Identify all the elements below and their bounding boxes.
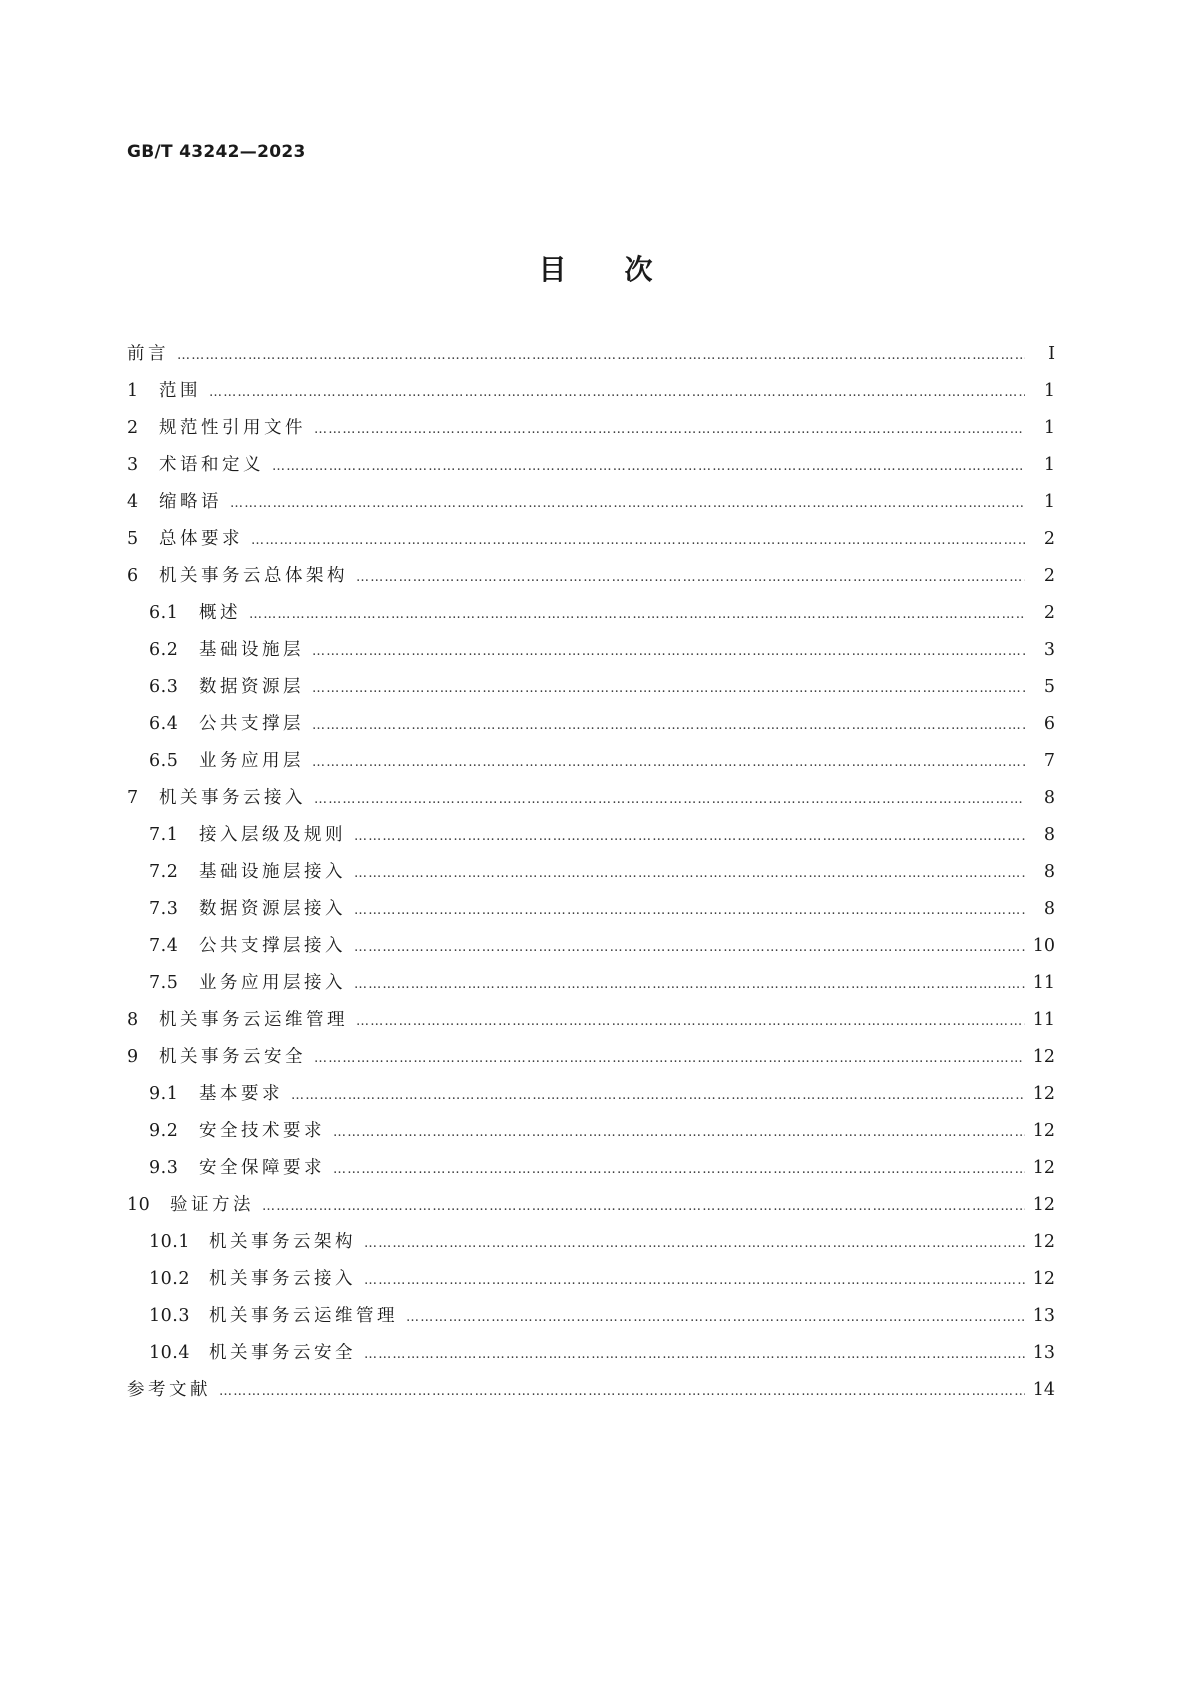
toc-entry-number: 1 bbox=[127, 381, 139, 401]
toc-dot-leader bbox=[312, 644, 1025, 659]
toc-dot-leader bbox=[312, 718, 1025, 733]
toc-entry-title: 基础设施层 bbox=[199, 640, 304, 660]
toc-entry-page-number: 5 bbox=[1043, 677, 1055, 697]
toc-entry[interactable] bbox=[127, 1228, 1055, 1265]
toc-dot-leader bbox=[251, 533, 1025, 548]
toc-entry-title: 机关事务云安全 bbox=[159, 1047, 306, 1067]
toc-entry-title: 规范性引用文件 bbox=[159, 418, 306, 438]
toc-entry-page-number: 2 bbox=[1043, 566, 1055, 586]
toc-entry-number: 7 bbox=[127, 788, 139, 808]
toc-dot-leader bbox=[354, 903, 1025, 918]
toc-entry[interactable] bbox=[127, 1080, 1055, 1117]
toc-entry-title: 机关事务云接入 bbox=[159, 788, 306, 808]
toc-entry-title: 机关事务云运维管理 bbox=[159, 1010, 348, 1030]
toc-entry-title: 机关事务云运维管理 bbox=[209, 1306, 398, 1326]
toc-entry[interactable] bbox=[127, 1117, 1055, 1154]
toc-dot-leader bbox=[356, 1014, 1025, 1029]
toc-entry-page-number: 12 bbox=[1032, 1158, 1055, 1178]
toc-entry-title: 安全保障要求 bbox=[199, 1158, 325, 1178]
toc-entry[interactable] bbox=[127, 488, 1055, 525]
toc-dot-leader bbox=[314, 422, 1025, 437]
toc-entry-title: 接入层级及规则 bbox=[199, 825, 346, 845]
toc-entry[interactable] bbox=[127, 340, 1055, 377]
toc-dot-leader bbox=[356, 570, 1025, 585]
toc-entry-number: 9.2 bbox=[149, 1121, 179, 1141]
toc-entry-title: 机关事务云接入 bbox=[209, 1269, 356, 1289]
toc-entry-number: 7.1 bbox=[149, 825, 179, 845]
toc-entry[interactable] bbox=[127, 599, 1055, 636]
toc-entry-title: 机关事务云总体架构 bbox=[159, 566, 348, 586]
toc-dot-leader bbox=[333, 1162, 1025, 1177]
toc-entry[interactable] bbox=[127, 1302, 1055, 1339]
toc-dot-leader bbox=[262, 1199, 1025, 1214]
toc-entry-title: 公共支撑层接入 bbox=[199, 936, 346, 956]
toc-entry[interactable] bbox=[127, 1191, 1055, 1228]
toc-entry-page-number: 11 bbox=[1032, 973, 1055, 993]
toc-entry-title: 安全技术要求 bbox=[199, 1121, 325, 1141]
toc-dot-leader bbox=[314, 792, 1025, 807]
toc-entry-page-number: 3 bbox=[1043, 640, 1055, 660]
toc-dot-leader bbox=[177, 348, 1025, 363]
toc-entry[interactable] bbox=[127, 969, 1055, 1006]
standard-code: GB/T 43242—2023 bbox=[127, 142, 306, 162]
toc-entry-number: 7.3 bbox=[149, 899, 179, 919]
toc-entry-number: 7.2 bbox=[149, 862, 179, 882]
toc-entry[interactable] bbox=[127, 562, 1055, 599]
page-title: 目次 bbox=[538, 253, 711, 286]
toc-entry-page-number: 8 bbox=[1043, 899, 1055, 919]
toc-entry-number: 7.5 bbox=[149, 973, 179, 993]
toc-entry-title: 基础设施层接入 bbox=[199, 862, 346, 882]
toc-dot-leader bbox=[249, 607, 1025, 622]
toc-entry-page-number: 12 bbox=[1032, 1084, 1055, 1104]
toc-entry[interactable] bbox=[127, 1043, 1055, 1080]
toc-entry-number: 4 bbox=[127, 492, 139, 512]
toc-entry-number: 6.2 bbox=[149, 640, 179, 660]
toc-entry-title: 机关事务云安全 bbox=[209, 1343, 356, 1363]
toc-entry-title: 概述 bbox=[199, 603, 241, 623]
toc-dot-leader bbox=[354, 829, 1025, 844]
toc-dot-leader bbox=[406, 1310, 1025, 1325]
toc-entry-page-number: 12 bbox=[1032, 1195, 1055, 1215]
toc-entry-number: 10.1 bbox=[149, 1232, 190, 1252]
toc-entry-page-number: 1 bbox=[1043, 492, 1055, 512]
toc-entry-page-number: 1 bbox=[1043, 418, 1055, 438]
toc-entry-number: 9.3 bbox=[149, 1158, 179, 1178]
toc-entry[interactable] bbox=[127, 377, 1055, 414]
toc-entry-page-number: 14 bbox=[1032, 1380, 1055, 1400]
toc-dot-leader bbox=[364, 1347, 1025, 1362]
toc-entry-number: 6.5 bbox=[149, 751, 179, 771]
toc-entry-page-number: 2 bbox=[1043, 603, 1055, 623]
toc-entry-title: 缩略语 bbox=[159, 492, 222, 512]
toc-entry-page-number: 12 bbox=[1032, 1047, 1055, 1067]
toc-entry-number: 5 bbox=[127, 529, 139, 549]
toc-dot-leader bbox=[312, 755, 1025, 770]
toc-entry-number: 10 bbox=[127, 1195, 151, 1215]
toc-entry-page-number: 1 bbox=[1043, 381, 1055, 401]
toc-entry[interactable] bbox=[127, 821, 1055, 858]
toc-entry[interactable] bbox=[127, 1265, 1055, 1302]
toc-entry-title: 参考文献 bbox=[127, 1380, 211, 1400]
toc-entry-page-number: 12 bbox=[1032, 1232, 1055, 1252]
toc-dot-leader bbox=[354, 940, 1025, 955]
toc-entry-number: 6.3 bbox=[149, 677, 179, 697]
toc-entry-page-number: 6 bbox=[1043, 714, 1055, 734]
toc-entry-number: 10.3 bbox=[149, 1306, 190, 1326]
toc-dot-leader bbox=[364, 1273, 1025, 1288]
toc-dot-leader bbox=[333, 1125, 1025, 1140]
toc-entry-title: 范围 bbox=[159, 381, 201, 401]
toc-entry-title: 术语和定义 bbox=[159, 455, 264, 475]
toc-dot-leader bbox=[219, 1384, 1025, 1399]
toc-entry-number: 8 bbox=[127, 1010, 139, 1030]
toc-entry[interactable] bbox=[127, 1376, 1055, 1413]
toc-entry-number: 6.4 bbox=[149, 714, 179, 734]
toc-dot-leader bbox=[354, 866, 1025, 881]
toc-entry[interactable] bbox=[127, 858, 1055, 895]
toc-entry-title: 验证方法 bbox=[170, 1195, 254, 1215]
toc-entry[interactable] bbox=[127, 932, 1055, 969]
toc-entry[interactable] bbox=[127, 414, 1055, 451]
toc-entry[interactable] bbox=[127, 1154, 1055, 1191]
toc-entry-title: 业务应用层 bbox=[199, 751, 304, 771]
toc-entry-page-number: 10 bbox=[1032, 936, 1055, 956]
toc-entry-title: 数据资源层接入 bbox=[199, 899, 346, 919]
toc-entry-number: 10.4 bbox=[149, 1343, 190, 1363]
toc-entry[interactable] bbox=[127, 636, 1055, 673]
toc-entry-page-number: 8 bbox=[1043, 825, 1055, 845]
toc-entry-title: 前言 bbox=[127, 344, 169, 364]
toc-entry-number: 3 bbox=[127, 455, 139, 475]
toc-dot-leader bbox=[364, 1236, 1025, 1251]
toc-entry-number: 10.2 bbox=[149, 1269, 190, 1289]
toc-dot-leader bbox=[291, 1088, 1025, 1103]
toc-dot-leader bbox=[314, 1051, 1025, 1066]
toc-entry-page-number: 2 bbox=[1043, 529, 1055, 549]
toc-entry-page-number: 7 bbox=[1043, 751, 1055, 771]
toc-dot-leader bbox=[354, 977, 1025, 992]
toc-entry[interactable] bbox=[127, 895, 1055, 932]
toc-entry[interactable] bbox=[127, 1006, 1055, 1043]
toc-entry[interactable] bbox=[127, 784, 1055, 821]
toc-entry-page-number: 8 bbox=[1043, 788, 1055, 808]
toc-entry-number: 6 bbox=[127, 566, 139, 586]
toc-entry-title: 机关事务云架构 bbox=[209, 1232, 356, 1252]
toc-entry-number: 2 bbox=[127, 418, 139, 438]
toc-entry-title: 业务应用层接入 bbox=[199, 973, 346, 993]
toc-entry-page-number: 12 bbox=[1032, 1121, 1055, 1141]
toc-entry[interactable] bbox=[127, 525, 1055, 562]
toc-entry[interactable] bbox=[127, 747, 1055, 784]
toc-entry-title: 基本要求 bbox=[199, 1084, 283, 1104]
toc-dot-leader bbox=[312, 681, 1025, 696]
toc-entry-title: 数据资源层 bbox=[199, 677, 304, 697]
toc-entry-page-number: 13 bbox=[1032, 1343, 1055, 1363]
toc-entry-number: 9 bbox=[127, 1047, 139, 1067]
toc-dot-leader bbox=[209, 385, 1025, 400]
toc-entry-number: 6.1 bbox=[149, 603, 179, 623]
toc-entry-page-number: 13 bbox=[1032, 1306, 1055, 1326]
toc-entry[interactable] bbox=[127, 1339, 1055, 1376]
toc-dot-leader bbox=[272, 459, 1025, 474]
toc-entry-title: 总体要求 bbox=[159, 529, 243, 549]
toc-entry-page-number: 12 bbox=[1032, 1269, 1055, 1289]
toc-entry-number: 9.1 bbox=[149, 1084, 179, 1104]
toc-entry[interactable] bbox=[127, 710, 1055, 747]
toc-entry-title: 公共支撑层 bbox=[199, 714, 304, 734]
toc-entry-page-number: 11 bbox=[1032, 1010, 1055, 1030]
toc-dot-leader bbox=[230, 496, 1025, 511]
table-of-contents bbox=[127, 340, 1055, 1413]
toc-entry-page-number: Ⅰ bbox=[1048, 344, 1055, 364]
toc-entry-page-number: 8 bbox=[1043, 862, 1055, 882]
toc-entry-number: 7.4 bbox=[149, 936, 179, 956]
toc-entry[interactable] bbox=[127, 451, 1055, 488]
toc-entry[interactable] bbox=[127, 673, 1055, 710]
toc-entry-page-number: 1 bbox=[1043, 455, 1055, 475]
